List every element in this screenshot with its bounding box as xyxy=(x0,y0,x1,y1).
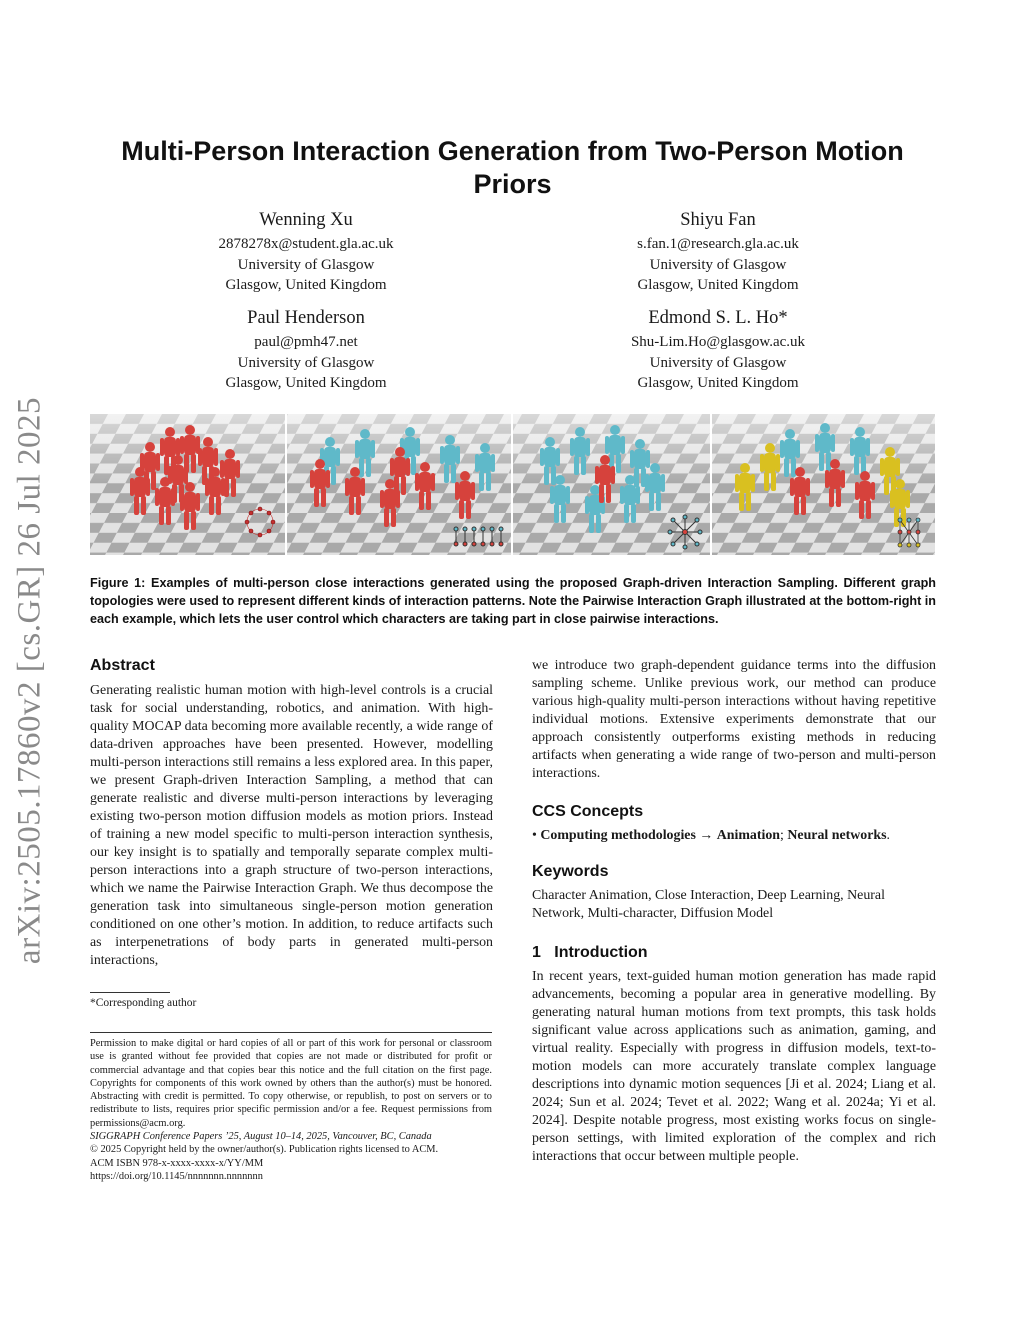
author-location: Glasgow, United Kingdom xyxy=(637,277,799,293)
paper-title: Multi-Person Interaction Generation from Two-Person Motion Priors xyxy=(121,136,904,199)
author-name: Shiyu Fan xyxy=(680,210,756,230)
scene-2-pair-graph xyxy=(287,414,511,555)
author-affiliation: University of Glasgow xyxy=(649,354,787,371)
figure-caption: Figure 1: Examples of multi-person close interactions generated using the proposed Graph-driven Interaction Sampling. Different graph topologies were used to represent different kinds of interaction patterns. Note the Pairwise Interaction Graph illustrated at the bottom-right in each example, which lets the user control which characters are taking part in close pairwise interactions. xyxy=(90,576,936,626)
pairwise-graph-icon xyxy=(898,518,920,547)
scene-3-star-graph xyxy=(513,414,710,555)
permission-rule xyxy=(90,1032,492,1033)
author-location: Glasgow, United Kingdom xyxy=(637,375,799,391)
section-number: 1 xyxy=(532,944,541,961)
isbn-line: ACM ISBN 978-x-xxxx-xxxx-x/YY/MM xyxy=(90,1157,264,1169)
author-affiliation: University of Glasgow xyxy=(237,354,375,371)
ccs-sub-neural-networks: Neural networks xyxy=(787,828,887,843)
author-email[interactable]: Shu-Lim.Ho@glasgow.ac.uk xyxy=(630,334,806,350)
author-name: Edmond S. L. Ho* xyxy=(648,308,788,328)
ccs-heading: CCS Concepts xyxy=(532,803,644,820)
arxiv-identifier: arXiv:2505.17860v2 [cs.GR] 26 Jul 2025 xyxy=(11,396,48,965)
doi-link[interactable]: https://doi.org/10.1145/nnnnnnn.nnnnnnn xyxy=(90,1170,263,1182)
keywords-heading: Keywords xyxy=(532,863,609,880)
permission-block xyxy=(90,1037,492,1183)
ccs-end: . xyxy=(886,828,891,843)
author-name: Paul Henderson xyxy=(247,308,365,328)
scene-4-mixed-graph xyxy=(712,414,935,555)
abstract-text-right: we introduce two graph-dependent guidance terms into the diffusion sampling scheme. Unlike previous work, our method can produce various high-quality multi-person interactions without having repetitive individual motions. Extensive experiments demonstrate that our approach consistently outperforms existing methods in reducing artifacts when generating a wide range of two-person and multi-person interactions. xyxy=(532,658,936,781)
conference-info: SIGGRAPH Conference Papers ’25, August 10–14, 2025, Vancouver, BC, Canada xyxy=(90,1131,432,1143)
author-email[interactable]: s.fan.1@research.gla.ac.uk xyxy=(637,236,799,252)
introduction-heading xyxy=(532,943,936,963)
introduction-section xyxy=(532,943,936,1166)
abstract-continued xyxy=(532,657,936,783)
scene-1-circle-graph xyxy=(90,414,285,555)
abstract-heading: Abstract xyxy=(90,657,155,674)
ccs-sub-animation: Animation xyxy=(716,828,781,843)
introduction-text: In recent years, text-guided human motion generation has made rapid advancements, becoming a popular area in generative modelling. By generating natural human motions from text prompts, this task holds significant value across applications such as animation, gaming, and virtual reality. Especially with progress in diffusion models, text-to-motion models can more accurately translate complex language descriptions into dynamic motion sequences [Ji et al. 2024; Liang et al. 2024; Sun et al. 2024; Tevet et al. 2022; Wang et al. 2024a; Yi et al. 2024]. Despite notable progress, most existing works focus on single-person settings, with limited exploration of the complex and rich interactions that occur between multiple people. xyxy=(532,969,936,1164)
author-name: Wenning Xu xyxy=(259,210,353,230)
section-title: Introduction xyxy=(554,944,648,961)
ccs-concepts-line xyxy=(532,827,936,845)
author-email[interactable]: paul@pmh47.net xyxy=(254,334,358,350)
ccs-section xyxy=(532,802,936,845)
ccs-arrow: → xyxy=(699,828,714,843)
permission-notice: Permission to make digital or hard copies of all or part of this work for personal or classroom use is granted without fee provided that copies are not made or distributed for profit or commercial advantage and that copies bear this notice and the full citation on the first page. Copyrights for components of this work owned by others than the author(s) must be honored. Abstracting with credit is permitted. To copy otherwise, or republish, to post on servers or to redistribute to lists, requires prior specific permission and/or a fee. Request permissions from permissions@acm.org. xyxy=(90,1038,492,1129)
teaser-figure xyxy=(90,414,935,555)
author-email[interactable]: 2878278x@student.gla.ac.uk xyxy=(218,236,394,252)
ccs-concept: Computing methodologies xyxy=(540,828,696,843)
author-block xyxy=(568,306,868,394)
author-affiliation: University of Glasgow xyxy=(649,256,787,273)
author-affiliation: University of Glasgow xyxy=(237,256,375,273)
keywords-text: Character Animation, Close Interaction, Deep Learning, Neural Network, Multi-character, Diffusion Model xyxy=(532,888,885,921)
author-location: Glasgow, United Kingdom xyxy=(225,375,387,391)
keywords-section xyxy=(532,862,936,923)
footnote-rule xyxy=(90,992,170,993)
author-location: Glasgow, United Kingdom xyxy=(225,277,387,293)
abstract-section xyxy=(90,656,493,970)
ccs-bullet: • xyxy=(532,828,537,843)
corresponding-author-footnote: *Corresponding author xyxy=(90,997,197,1009)
author-block xyxy=(156,208,456,296)
copyright-line: © 2025 Copyright held by the owner/author(s). Publication rights licensed to ACM. xyxy=(90,1144,439,1156)
abstract-text-left: Generating realistic human motion with high-level controls is a crucial task for social understanding, robotics, and animation. With high-quality MOCAP data becoming more available recently, a wide range of data-driven approaches have been presented. However, modelling multi-person interactions still remains a less explored area. In this paper, we present Graph-driven Interaction Sampling, a method that can generate realistic and diverse multi-person interactions by leveraging existing two-person motion diffusion models as motion priors. Instead of training a new model specific to multi-person interaction synthesis, our key insight is to spatially and temporally separate complex multi-person interactions into a graph structure of two-person interactions, which we name the Pairwise Interaction Graph. We thus decompose the generation task into simultaneous single-person motion generation conditioned on one other’s motion. In addition, to reduce artifacts such as interpenetrations of body parts in generated multi-person interactions, xyxy=(90,683,493,968)
ccs-separator: ; xyxy=(780,828,788,843)
pairwise-graph-icon xyxy=(668,515,702,549)
author-block xyxy=(568,208,868,296)
author-block xyxy=(156,306,456,394)
